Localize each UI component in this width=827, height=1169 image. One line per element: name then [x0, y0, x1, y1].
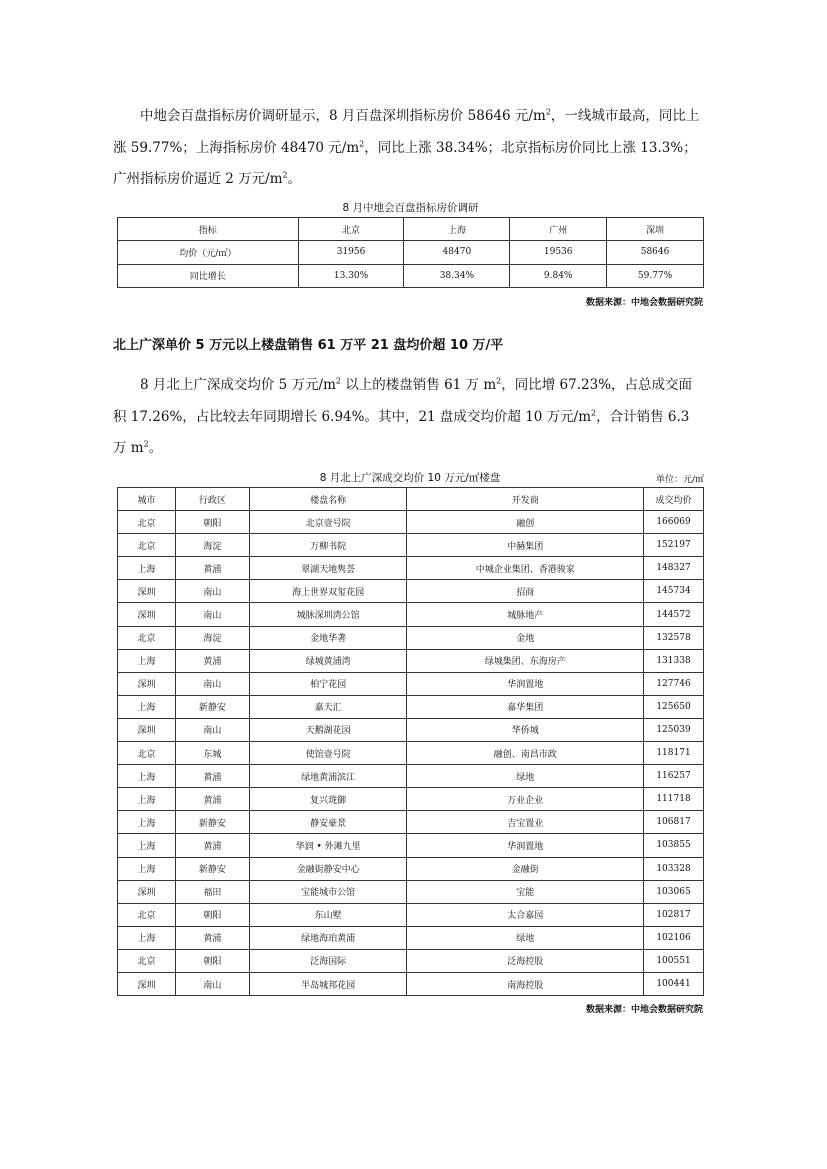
- table-row: [118, 534, 704, 557]
- table-cell: 金融街: [407, 857, 644, 880]
- table-cell: 中赫集团: [407, 534, 644, 557]
- table-header-row: [118, 488, 704, 511]
- table2-source: 数据来源：中地会数据研究院: [585, 1005, 703, 1015]
- table-cell: 万柳书院: [249, 534, 407, 557]
- table-cell: 深圳: [118, 972, 176, 995]
- table-row: [118, 603, 704, 626]
- table-cell: 同比增长: [118, 264, 299, 287]
- table-cell: 116257: [644, 765, 704, 788]
- table-row: [118, 580, 704, 603]
- table-cell: 9.84%: [510, 264, 607, 287]
- table-cell: 吉宝置业: [407, 811, 644, 834]
- table-cell: 166069: [644, 511, 704, 534]
- table-row: [118, 926, 704, 949]
- table-cell: 静安豪景: [249, 811, 407, 834]
- table-cell: 南山: [175, 972, 249, 995]
- table-cell: 59.77%: [607, 264, 704, 287]
- table-cell: 城脉地产: [407, 603, 644, 626]
- table-cell: 102106: [644, 926, 704, 949]
- table-cell: 上海: [118, 557, 176, 580]
- table-cell: 均价（元/㎡）: [118, 241, 299, 264]
- table-cell: 华润置地: [407, 834, 644, 857]
- table-cell: 106817: [644, 811, 704, 834]
- header-cell: 开发商: [407, 488, 644, 511]
- table-row: [118, 903, 704, 926]
- table-cell: 宝能城市公馆: [249, 880, 407, 903]
- table-row: [118, 672, 704, 695]
- intro-paragraph: 中地会百盘指标房价调研显示，8 月百盘深圳指标房价 58646 元$/m^2$，一线城市最高，同比上涨 59.77%；上海指标房价 48470 元$/m^2$，同比上涨 38.34%；北京指标房价同比上涨 13.3%；广州指标房价逼近 2 万元$/m^2$。: [113, 107, 700, 187]
- table-cell: 100551: [644, 949, 704, 972]
- table-cell: 152197: [644, 534, 704, 557]
- table-cell: 朝阳: [175, 511, 249, 534]
- section-heading: 北上广深单价 5 万元以上楼盘销售 61 万平 21 盘均价超 10 万/平: [113, 338, 504, 353]
- table-cell: 南山: [175, 718, 249, 741]
- table-cell: 嘉华集团: [407, 695, 644, 718]
- table-cell: 145734: [644, 580, 704, 603]
- table-cell: 黄浦: [175, 765, 249, 788]
- table-cell: 北京壹号院: [249, 511, 407, 534]
- luxury-projects-table: [117, 487, 704, 996]
- table-cell: 融创、南昌市政: [407, 742, 644, 765]
- table-cell: 城脉深圳湾公馆: [249, 603, 407, 626]
- table-cell: 太合嘉园: [407, 903, 644, 926]
- table-cell: 58646: [607, 241, 704, 264]
- table-cell: 嘉天汇: [249, 695, 407, 718]
- table-row: [118, 765, 704, 788]
- header-cell: 深圳: [607, 218, 704, 241]
- table-row: [118, 949, 704, 972]
- table-row: [118, 264, 704, 287]
- table-cell: 黄浦: [175, 926, 249, 949]
- table-cell: 新静安: [175, 857, 249, 880]
- price-index-table: [117, 217, 704, 288]
- table-cell: 绿地: [407, 765, 644, 788]
- table-cell: 黄浦: [175, 649, 249, 672]
- table-row: [118, 695, 704, 718]
- table-cell: 上海: [118, 788, 176, 811]
- table-cell: 125039: [644, 718, 704, 741]
- table2-unit: 单位：元/㎡: [655, 475, 704, 485]
- table1-caption: 8 月中地会百盘指标房价调研: [342, 202, 479, 214]
- table1-source: 数据来源：中地会数据研究院: [585, 298, 703, 308]
- table-cell: 上海: [118, 765, 176, 788]
- table-cell: 北京: [118, 742, 176, 765]
- table-cell: 融创: [407, 511, 644, 534]
- table-cell: 东城: [175, 742, 249, 765]
- table-cell: 深圳: [118, 880, 176, 903]
- table-cell: 南山: [175, 580, 249, 603]
- table-row: [118, 626, 704, 649]
- table-row: [118, 857, 704, 880]
- table-cell: 深圳: [118, 580, 176, 603]
- table-row: [118, 557, 704, 580]
- table-cell: 103328: [644, 857, 704, 880]
- table-row: [118, 511, 704, 534]
- table-cell: 中城企业集团、香港骏家: [407, 557, 644, 580]
- header-cell: 北京: [298, 218, 404, 241]
- table-cell: 111718: [644, 788, 704, 811]
- table-cell: 100441: [644, 972, 704, 995]
- header-cell: 广州: [510, 218, 607, 241]
- table-cell: 绿地: [407, 926, 644, 949]
- header-cell: 楼盘名称: [249, 488, 407, 511]
- table-cell: 柏宁花园: [249, 672, 407, 695]
- table-cell: 13.30%: [298, 264, 404, 287]
- header-cell: 成交均价: [644, 488, 704, 511]
- table-cell: 金地: [407, 626, 644, 649]
- table-cell: 万业企业: [407, 788, 644, 811]
- table-row: [118, 241, 704, 264]
- table-cell: 127746: [644, 672, 704, 695]
- section-paragraph: 8 月北上广深成交均价 5 万元$/m^2$ 以上的楼盘销售 61 万 $m^2$，同比增 67.23%，占总成交面积 17.26%，占比较去年同期增长 6.94%。其中，21 盘成交均价超 10 万元$/m^2$，合计销售 6.3 万 $m^2$。: [113, 376, 693, 456]
- table-cell: 黄浦: [175, 557, 249, 580]
- table-row: [118, 972, 704, 995]
- table-cell: 上海: [118, 811, 176, 834]
- table-cell: 144572: [644, 603, 704, 626]
- table-cell: 125650: [644, 695, 704, 718]
- header-cell: 上海: [404, 218, 510, 241]
- table-cell: 福田: [175, 880, 249, 903]
- table-cell: 上海: [118, 857, 176, 880]
- table-row: [118, 742, 704, 765]
- table-cell: 上海: [118, 649, 176, 672]
- table-cell: 102817: [644, 903, 704, 926]
- table-cell: 复兴珑御: [249, 788, 407, 811]
- table-header-row: [118, 218, 704, 241]
- table-row: [118, 811, 704, 834]
- table-cell: 海淀: [175, 534, 249, 557]
- table-cell: 华侨城: [407, 718, 644, 741]
- table-cell: 使馆壹号院: [249, 742, 407, 765]
- table-cell: 绿地黄浦滨江: [249, 765, 407, 788]
- table-cell: 东山墅: [249, 903, 407, 926]
- table-cell: 南山: [175, 672, 249, 695]
- table-row: [118, 649, 704, 672]
- table-cell: 招商: [407, 580, 644, 603]
- table-cell: 北京: [118, 511, 176, 534]
- table-cell: 朝阳: [175, 903, 249, 926]
- table-cell: 北京: [118, 534, 176, 557]
- table-cell: 上海: [118, 834, 176, 857]
- table-cell: 黄浦: [175, 788, 249, 811]
- table2-caption: 8 月北上广深成交均价 10 万元/㎡楼盘: [319, 472, 501, 484]
- table-cell: 金地华著: [249, 626, 407, 649]
- table-cell: 泛海国际: [249, 949, 407, 972]
- table-row: [118, 880, 704, 903]
- table-cell: 深圳: [118, 603, 176, 626]
- header-cell: 指标: [118, 218, 299, 241]
- header-cell: 城市: [118, 488, 176, 511]
- table-cell: 148327: [644, 557, 704, 580]
- table-cell: 北京: [118, 903, 176, 926]
- table-cell: 北京: [118, 949, 176, 972]
- table-cell: 海上世界双玺花园: [249, 580, 407, 603]
- table-cell: 宝能: [407, 880, 644, 903]
- table-cell: 南山: [175, 603, 249, 626]
- table-cell: 天鹅湖花园: [249, 718, 407, 741]
- table-cell: 103855: [644, 834, 704, 857]
- table-row: [118, 718, 704, 741]
- table-cell: 华润 • 外滩九里: [249, 834, 407, 857]
- table-cell: 金融街静安中心: [249, 857, 407, 880]
- table-cell: 海淀: [175, 626, 249, 649]
- table-cell: 泛海控股: [407, 949, 644, 972]
- table-cell: 绿城集团、东海房产: [407, 649, 644, 672]
- table-cell: 绿地海珀黄浦: [249, 926, 407, 949]
- table-cell: 118171: [644, 742, 704, 765]
- table-cell: 南海控股: [407, 972, 644, 995]
- table-cell: 朝阳: [175, 949, 249, 972]
- table-cell: 上海: [118, 926, 176, 949]
- header-cell: 行政区: [175, 488, 249, 511]
- table-cell: 北京: [118, 626, 176, 649]
- table-cell: 半岛城邦花园: [249, 972, 407, 995]
- table-row: [118, 834, 704, 857]
- table-cell: 38.34%: [404, 264, 510, 287]
- table-cell: 华润置地: [407, 672, 644, 695]
- table-cell: 48470: [404, 241, 510, 264]
- table-cell: 翠湖天地隽荟: [249, 557, 407, 580]
- table-cell: 深圳: [118, 718, 176, 741]
- table-cell: 新静安: [175, 695, 249, 718]
- table-cell: 103065: [644, 880, 704, 903]
- table-cell: 31956: [298, 241, 404, 264]
- table-cell: 132578: [644, 626, 704, 649]
- table-cell: 绿城黄浦湾: [249, 649, 407, 672]
- table-cell: 黄浦: [175, 834, 249, 857]
- table-cell: 上海: [118, 695, 176, 718]
- table-cell: 19536: [510, 241, 607, 264]
- table-cell: 131338: [644, 649, 704, 672]
- table-row: [118, 788, 704, 811]
- table-cell: 深圳: [118, 672, 176, 695]
- table-cell: 新静安: [175, 811, 249, 834]
